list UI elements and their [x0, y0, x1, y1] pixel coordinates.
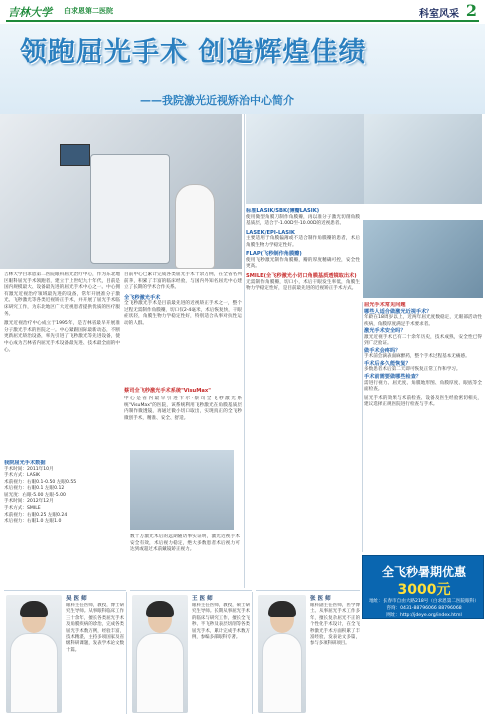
data-line-4: 术后视力：右眼0.1 左眼0.12	[4, 486, 65, 492]
ad-website[interactable]: 网址：http://jdeye.org/index.html	[386, 613, 462, 618]
header-rule	[6, 20, 479, 22]
femto-paragraph: 全飞秒激光手术是目前最先进的近视矫正手术之一，整个过程无需制作角膜瓣，切口仅2-4毫米，术后恢复快，干眼症状轻，角膜生物力学稳定性好，特别适合从事对抗性运动的人群。	[124, 301, 242, 327]
qa-answer-1: 年龄在18周岁以上，近两年屈光度数稳定，无眼部活动性疾病，角膜厚度满足手术要求者。	[364, 315, 482, 327]
doctor-photo-3	[258, 595, 306, 713]
qa-question-2: 激光手术安全吗？	[364, 328, 406, 335]
doctor-bio-1: 眼科主任医师，教授，博士研究生导师。从事眼科临床工作三十余年，擅长各类屈光手术及角膜疾病的诊治，完成各类屈光手术数万例，经验丰富，技术精湛，主持多项国家及省级科研课题，发表学术论文数十篇。	[66, 603, 124, 653]
monitor-screen	[60, 144, 90, 166]
right-extra-paragraph: 屈光手术的效果与术前检查、设备及医生经验密切相关，建议选择正规医院进行检查与手术。	[364, 395, 482, 408]
data-line-5: 屈光度：右眼-5.00 左眼-5.00	[4, 492, 66, 498]
visumax-paragraph: 中心是省内最早引进卡尔·蔡司全飞秒激光系统"VisuMax"的医院，该系统利用飞秒激光在角膜基质层内制作微透镜，再通过微小切口取出，实现真正的全飞秒微创手术，精准、安全、舒适。	[124, 396, 242, 421]
doctor-profile-2	[130, 590, 252, 714]
headline: 领跑屈光手术 创造辉煌佳绩	[20, 37, 367, 68]
outcome-text	[130, 534, 240, 588]
promotion-ad[interactable]	[362, 555, 484, 619]
qa-question-5: 手术前需要做哪些检查？	[364, 374, 422, 381]
staff-figure	[175, 184, 215, 269]
doctor-name-3: 张 医 师	[310, 596, 331, 602]
data-line-6: 手术时间：2012年12月	[4, 499, 54, 505]
visumax-photo	[130, 450, 234, 530]
doctor-coat-icon	[10, 633, 58, 713]
data-line-2: 手术方式：LASIK	[4, 473, 41, 479]
ad-phone: 咨询：0431-88796066 88796068	[386, 606, 462, 611]
ad-amount: 3000元	[397, 582, 451, 598]
doctor-profile-3	[256, 590, 360, 714]
qa-title: 屈光手术常见问题	[364, 302, 406, 308]
visumax-text	[124, 396, 242, 448]
doctor-bio-2: 眼科主任医师，教授，硕士研究生导师。长期从事屈光手术的临床与研究工作，擅长全飞秒、半飞秒及表层切削等各类屈光手术，累计完成手术数万例，参编多部眼科专著。	[192, 603, 250, 641]
data-line-1: 手术时间：2011年10月	[4, 466, 54, 472]
doctor-hair-icon	[20, 601, 48, 617]
doctor-profile-1	[4, 590, 126, 714]
outcome-paragraph: 数十万激光术后的远期随访事实证明，激光近视手术安全有效，术后视力稳定，绝大多数患者术后视力可达到或超过术前戴镜矫正视力。	[130, 534, 240, 553]
intro-paragraph-2: 激光近视治疗中心成立于1995年，是吉林省最早开展准分子激光手术的医院之一。中心紧跟国际最新动态，不断更新屈光矫治设备，率先引进了飞秒激光等先进设备，使中心成为吉林省内屈光手术设备最先进、技术最全面的中心。	[4, 321, 120, 353]
qa-answer-2: 激光近视手术已有二十余年历史，技术成熟，安全性已得到广泛验证。	[364, 334, 482, 347]
intro-paragraph-1: 吉林大学白求恩第二医院眼科屈光治疗中心，作为东北地区眼科屈光手术领跑者，建立于上世纪九十年代，目前是国内规模最大、设备最先进的屈光手术中心之一。中心拥有激光近视治疗领域最先进的设备，常年开展准分子激光、飞秒激光等各类近视矫正手术，并开展了屈光手术临床研究工作，为东北地区广大近视患者提供优质的医疗服务。	[4, 272, 120, 317]
intro-column-2	[124, 272, 242, 382]
data-line-7: 手术方式：SMILE	[4, 506, 41, 512]
doctor-name-1: 吴 医 师	[66, 596, 87, 602]
doctor-bio-3: 眼科副主任医师，医学博士。从事屈光手术工作多年，擅长复杂屈光不正的个性化手术设计，在全飞秒激光手术方面积累了丰富经验，发表论文多篇，参与多项科研项目。	[310, 603, 360, 647]
column-divider-2	[362, 302, 363, 552]
doctor-photo-2	[132, 595, 188, 713]
qa-question-4: 手术后多久能恢复？	[364, 360, 411, 367]
data-title: 我院屈光手术数据	[4, 460, 46, 466]
intro-column-1	[4, 272, 120, 457]
data-line-3: 术前视力：右眼0.1-0.50 左眼0.55	[4, 479, 77, 485]
ad-address: 地址：长春市自由大路218号（白求恩第二医院眼科）	[369, 599, 479, 604]
doctor-name-2: 王 医 师	[192, 596, 213, 602]
page-number: 2	[465, 1, 477, 20]
doctor-photo-1	[6, 595, 62, 713]
doctor-hair-icon	[146, 601, 174, 617]
qa-column	[364, 302, 482, 552]
visumax-title: 蔡司全飞秒激光手术系统"VisuMax"	[124, 388, 211, 394]
smile-paragraph: 无需制作角膜瓣，切口小，术后干眼发生率低，角膜生物力学稳定性好，是目前最先进的近视矫正手术方式。	[246, 279, 360, 292]
smile-title: SMILE(全飞秒激光小切口角膜基质透镜取出术)	[246, 273, 357, 280]
procedure-column	[246, 208, 360, 588]
lasik-title: 标准LASIK/SBK(薄瓣LASIK)	[246, 208, 320, 214]
intro-paragraph-3: 目前中心已累计完成各类屈光手术十余万例，在全省名列前茅，积累了丰富的临床经验，与国内外知名屈光中心建立了长期的学术合作关系。	[124, 272, 242, 291]
doctor-coat-icon	[136, 633, 184, 713]
doctor-hair-icon	[268, 601, 296, 617]
flap-paragraph: 使用飞秒激光制作角膜瓣，瓣的厚度精确可控，安全性更高。	[246, 257, 360, 270]
surgery-photo-1	[246, 114, 364, 204]
lasek-title: LASEK/EPI-LASIK	[246, 229, 295, 236]
qa-question-3: 做手术会疼吗？	[364, 347, 401, 354]
qa-answer-3: 手术前会滴表面麻醉药，整个手术过程基本无痛感。	[364, 354, 470, 360]
qa-answer-4: 多数患者术后第二天即可恢复正常工作和学习。	[364, 367, 461, 373]
page-header	[0, 0, 485, 22]
lasik-paragraph: 使用微型角膜刀制作角膜瓣，再以准分子激光切削角膜基质层，适合于-1.00D至-10.00D的近视患者。	[246, 214, 360, 227]
qa-question-1: 哪些人适合做激光近视手术？	[364, 308, 432, 315]
lasek-paragraph: 主要适用于角膜偏薄或不适合制作角膜瓣的患者，术后角膜生物力学稳定性好。	[246, 236, 360, 248]
data-column	[4, 460, 126, 588]
doctor-coat-icon	[262, 633, 302, 713]
subheadline: ——我院激光近视矫治中心简介	[140, 94, 294, 107]
surgery-photo-2	[364, 114, 482, 204]
column-divider-1	[244, 114, 245, 588]
hospital-name: 白求恩第二医院	[64, 7, 113, 15]
qa-answer-5: 需进行视力、屈光度、角膜地形图、角膜厚度、眼底等全面检查。	[364, 380, 482, 393]
doctor-divider-2	[252, 592, 253, 714]
operating-room-photo	[0, 114, 242, 269]
ad-title: 全飞秒暑期优惠	[381, 565, 466, 579]
newspaper-logo: 吉林大学	[8, 6, 52, 19]
data-line-8: 术前视力：右眼0.25 左眼0.24	[4, 512, 68, 518]
data-line-9: 术后视力：右眼1.0 左眼1.0	[4, 519, 62, 525]
laser-machine	[90, 154, 170, 264]
equipment-photo	[363, 220, 483, 298]
doctor-divider-1	[126, 592, 127, 714]
column-name: 科室风采	[419, 9, 459, 20]
femto-title: 全飞秒激光手术	[124, 294, 161, 301]
flap-title: FLAP(飞秒制作角膜瓣)	[246, 251, 302, 258]
